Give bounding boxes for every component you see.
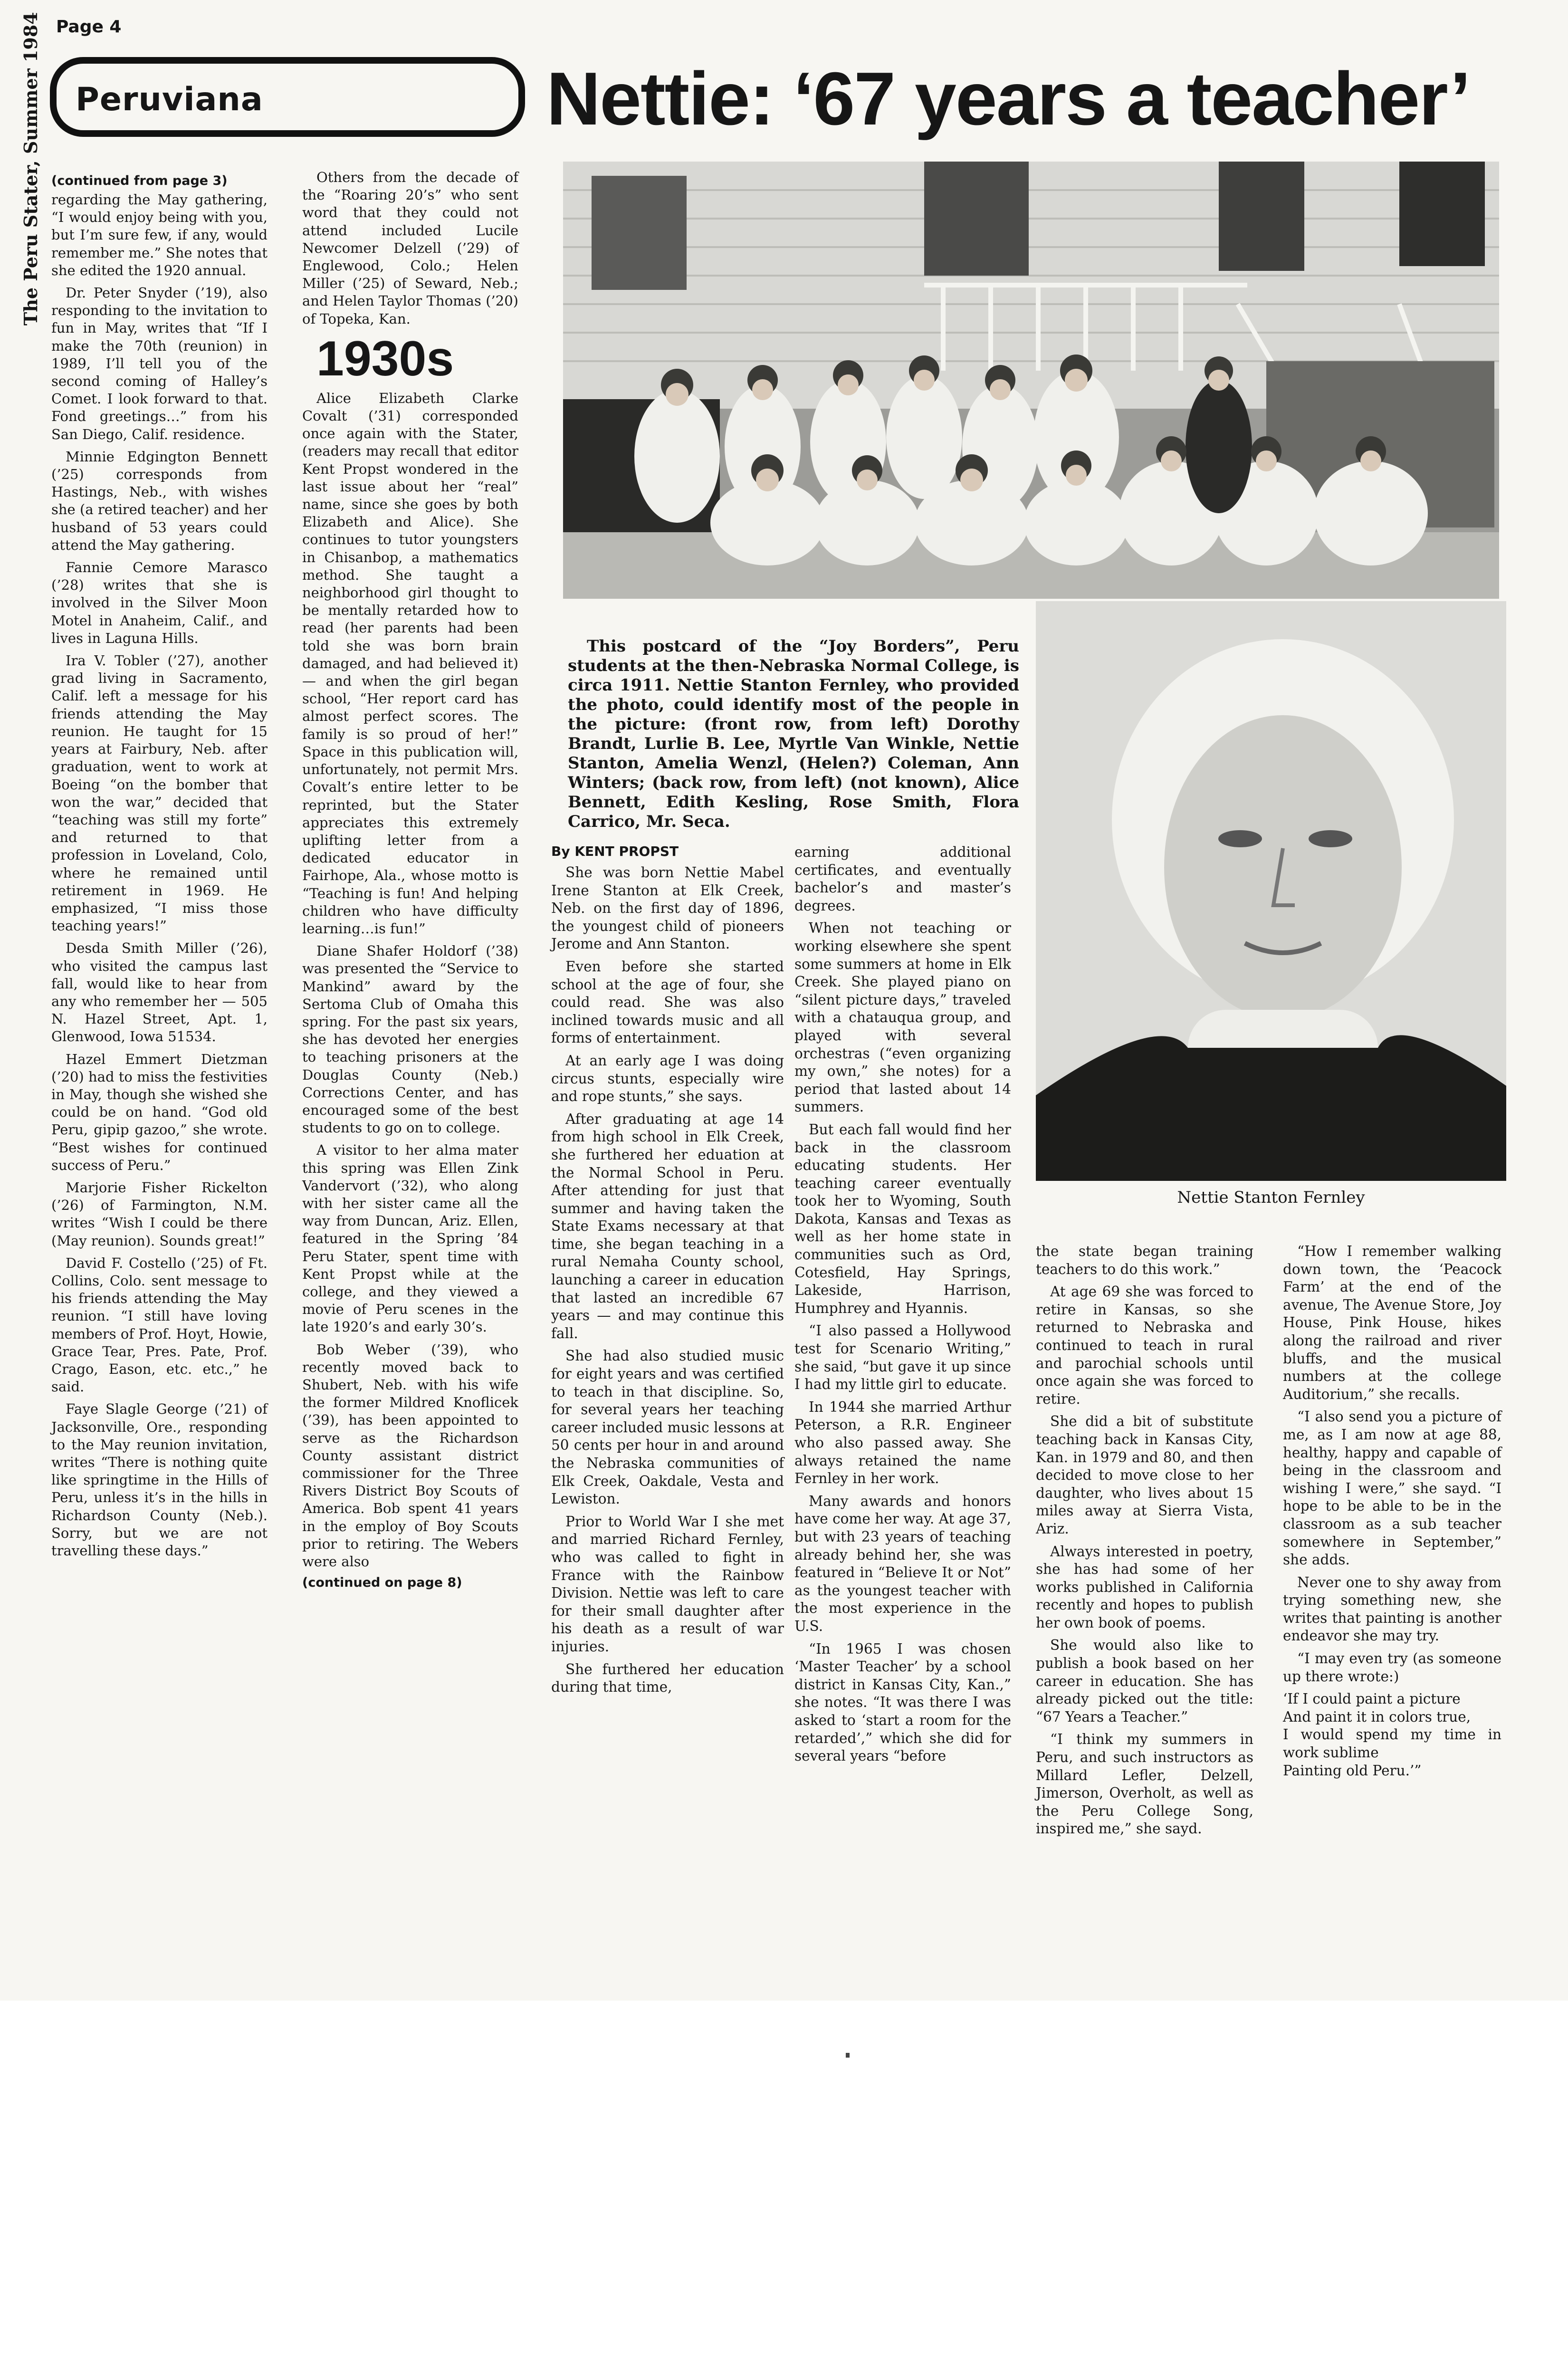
paragraph: Marjorie Fisher Rickelton (’26) of Farmington, N.M. writes “Wish I could be there (May reunion). Sounds great!” <box>51 1179 268 1249</box>
section-banner <box>50 57 525 137</box>
paragraph: Desda Smith Miller (’26), who visited the campus last fall, would like to hear from any who remember her — 505 N. Hazel Street, Apt. 1, Glenwood, Iowa 51534. <box>51 940 268 1045</box>
paragraph: “I may even try (as someone up there wrote:) <box>1283 1650 1501 1685</box>
paragraph: But each fall would find her back in the classroom educating students. Her teaching career eventually took her to Wyoming, South Dakota, Kansas and Texas as well as her home state in communities such as Ord, Cotesfield, Hay Springs, Lakeside, Harrison, Humphrey and Hyannis. <box>794 1121 1011 1316</box>
paragraph: Alice Elizabeth Clarke Covalt (’31) corresponded once again with the Stater, (readers may recall that editor Kent Propst wondered in the last issue about her “real” name, since she goes by both Elizabeth and Alice). She continues to tutor youngsters in Chisanbop, a mathematics method. She taught a neighborhood girl thought to be mentally retarded how to read (her parents had been told she was born brain damaged, and had believed it) — and when the girl began school, “Her report card has almost perfect scores. The family is so proud of her!” Space in this publication will, unfortunately, not permit Mrs. Covalt’s entire letter to be reprinted, but the Stater appreciates this extremely uplifting letter from a dedicated educator in Fairhope, Ala., whose motto is “Teaching is fun! And helping children who have difficulty learning…is fun!” <box>302 390 518 937</box>
paragraph: regarding the May gathering, “I would enjoy being with you, but I’m sure few, if any, would remember me.” She notes that she edited the 1920 annual. <box>51 192 268 278</box>
paragraph: Diane Shafer Holdorf (’38) was presented the “Service to Mankind” award by the Sertoma Club of Omaha this spring. For the past six years, she has devoted her energies to teaching prisoners at the Douglas County (Neb.) Corrections Center, and has encouraged some of the best students to go on to college. <box>302 943 518 1136</box>
section-banner-label: Peruviana <box>76 81 263 118</box>
column-2 <box>302 169 518 1595</box>
paragraph: When not teaching or working elsewhere she spent some summers at home in Elk Creek. She played piano on “silent picture days,” traveled with a chatauqua group, and played with several orchestras (“even organizing my own,” she notes) for a period that lasted about 14 summers. <box>794 920 1011 1115</box>
paragraph: Faye Slagle George (’21) of Jacksonville, Ore., responding to the May reunion invitation, writes “There is nothing quite like springtime in the Hills of Peru, unless it’s in the hills in Richardson County (Neb.). Sorry, but we are not travelling these days.” <box>51 1401 268 1559</box>
paragraph: In 1944 she married Arthur Peterson, a R.R. Engineer who also passed away. She always retained the name Fernley in her work. <box>794 1399 1011 1487</box>
paragraph: She would also like to publish a book based on her career in education. She has already picked out the title: “67 Years a Teacher.” <box>1036 1637 1253 1725</box>
paragraph: Minnie Edgington Bennett (’25) corresponds from Hastings, Neb., with wishes she (a retired teacher) and her husband of 53 years could attend the May gathering. <box>51 448 268 553</box>
poem-line: I would spend my time in work sublime <box>1283 1726 1501 1761</box>
paragraph: At an early age I was doing circus stunts, especially wire and rope stunts,” she says. <box>551 1052 784 1105</box>
column-6 <box>1283 1243 1501 1780</box>
paragraph: “In 1965 I was chosen ‘Master Teacher’ by a school district in Kansas City, Kan.,” she notes. “It was there I was asked to ‘start a room for the retarded’,” which she did for several years “before <box>794 1640 1011 1764</box>
group-photo-image <box>563 162 1499 599</box>
headline: Nettie: ‘67 years a teacher’ <box>546 57 1470 141</box>
paragraph: After graduating at age 14 from high school in Elk Creek, she furthered her eduation at the Normal School in Peru. After attending for just that summer and having taken the State Exams necessary at that time, she began teaching in a rural Nemaha County school, launching a career in education that lasted an incredible 67 years — and may continue this fall. <box>551 1111 784 1341</box>
subhead-1930s: 1930s <box>316 331 454 386</box>
paragraph: “I also send you a picture of me, as I am now at age 88, healthy, happy and capable of being in the classroom and wishing I were,” she sayd. “I hope to be able to be in the classroom as a sub teacher somewhere in September,” she adds. <box>1283 1408 1501 1568</box>
paragraph: Many awards and honors have come her way. At age 37, but with 23 years of teaching already behind her, she was featured in “Believe It or Not” as the youngest teacher with the most experience in the U.S. <box>794 1493 1011 1634</box>
continued-from: (continued from page 3) <box>51 173 228 188</box>
paragraph: Fannie Cemore Marasco (’28) writes that she is involved in the Silver Moon Motel in Anaheim, Calif., and lives in Laguna Hills. <box>51 559 268 646</box>
paragraph: Ira V. Tobler (’27), another grad living in Sacramento, Calif. left a message for his friends attending the May reunion. He taught for 15 years at Fairbury, Neb. after graduation, went to work at Boeing “on the bomber that won the war,” decided that “teaching was still my forte” and returned to that profession in Loveland, Colo, where he remained until retirement in 1969. He emphasized, “I miss those teaching years!” <box>51 652 268 934</box>
page-number: Page 4 <box>56 17 122 37</box>
paragraph: She furthered her education during that time, <box>551 1661 784 1696</box>
paragraph: “I also passed a Hollywood test for Scenario Writing,” she said, “but gave it up since I had my little girl to educate. <box>794 1322 1011 1393</box>
poem-line: Painting old Peru.’” <box>1283 1762 1422 1779</box>
paragraph: the state began training teachers to do this work.” <box>1036 1243 1253 1277</box>
paragraph: Never one to shy away from trying something new, she writes that painting is another endeavor she may try. <box>1283 1574 1501 1644</box>
group-photo-caption: This postcard of the “Joy Borders”, Peru students at the then-Nebraska Normal College, is circa 1911. Nettie Stanton Fernley, who provided the photo, could identify most of the people in the picture: (front row, from left) Dorothy Brandt, Lurlie B. Lee, Myrtle Van Winkle, Nettie Stanton, Amelia Wenzl, (Helen?) Coleman, Ann Winters; (back row, from left) (not known), Alice Bennett, Edith Kesling, Rose Smith, Flora Carrico, Mr. Seca. <box>568 637 1019 831</box>
portrait-caption: Nettie Stanton Fernley <box>1177 1188 1365 1207</box>
column-1 <box>51 173 268 1564</box>
paragraph: Bob Weber (’39), who recently moved back to Shubert, Neb. with his wife the former Mildred Knoflicek (’39), has been appointed to serve as the Richardson County assistant district commissioner for the Three Rivers District Boy Scouts of America. Bob spent 41 years in the employ of Boy Scouts prior to retiring. The Webers were also <box>302 1341 518 1570</box>
continued-on: (continued on page 8) <box>302 1575 462 1590</box>
paragraph: “How I remember walking down town, the ‘Peacock Farm’ at the end of the avenue, The Avenue Store, Joy House, Pink House, hikes along the railroad and river bluffs, and the musical numbers at the college Auditorium,” she recalls. <box>1283 1243 1501 1402</box>
portrait-image <box>1036 601 1506 1181</box>
portrait-photo <box>1036 601 1506 1181</box>
paragraph: A visitor to her alma mater this spring was Ellen Zink Vandervort (’32), who along with her sister came all the way from Duncan, Ariz. Ellen, featured in the Spring ’84 Peru Stater, spent time with Kent Propst while at the college, and they viewed a movie of Peru scenes in the late 1920’s and early 30’s. <box>302 1142 518 1335</box>
paragraph: Even before she started school at the age of four, she could read. She was also inclined towards music and all forms of entertainment. <box>551 958 784 1046</box>
byline: By KENT PROPST <box>551 843 679 859</box>
paragraph: David F. Costello (’25) of Ft. Collins, Colo. sent message to his friends attending the May reunion. “I still have loving members of Prof. Hoyt, Howie, Grace Tear, Pres. Pate, Prof. Crago, Eason, etc. etc.,” he said. <box>51 1255 268 1395</box>
paragraph: Hazel Emmert Dietzman (’20) had to miss the festivities in May, though she wished she could be on hand. “God old Peru, gipip gazoo,” she wrote. “Best wishes for continued success of Peru.” <box>51 1051 268 1173</box>
paragraph: She had also studied music for eight years and was certified to teach in that discipline. So, for several years her teaching career included music lessons at 50 cents per hour in and around the Nebraska communities of Elk Creek, Oakdale, Vesta and Lewiston. <box>551 1348 784 1507</box>
group-photo <box>563 162 1499 599</box>
paragraph: earning additional certificates, and eventually bachelor’s and master’s degrees. <box>794 844 1011 914</box>
paragraph: Always interested in poetry, she has had some of her works published in California recently and hopes to publish her own book of poems. <box>1036 1543 1253 1631</box>
paragraph: At age 69 she was forced to retire in Kansas, so she returned to Nebraska and continued to teach in rural and parochial schools until once again she was forced to retire. <box>1036 1284 1253 1407</box>
paragraph: Prior to World War I she met and married Richard Fernley, who was called to fight in France with the Rainbow Division. Nettie was left to care for their small daughter after his death as a result of war injuries. <box>551 1513 784 1655</box>
paragraph: Dr. Peter Snyder (’19), also responding to the invitation to fun in May, writes that “If I make the 70th (reunion) in 1989, I’ll tell you of the second coming of Halley’s Comet. I look forward to that. Fond greetings…” from his San Diego, Calif. residence. <box>51 285 268 442</box>
poem-line: And paint it in colors true, <box>1283 1708 1471 1725</box>
paragraph: She did a bit of substitute teaching back in Kansas City, Kan. in 1979 and 80, and then decided to move close to her daughter, who lives about 15 miles away at Sierra Vista, Ariz. <box>1036 1413 1253 1537</box>
poem-line: ‘If I could paint a picture <box>1283 1691 1461 1707</box>
column-4 <box>794 843 1011 1770</box>
paragraph: Others from the decade of the “Roaring 20’s” who sent word that they could not attend included Lucile Newcomer Delzell (’29) of Englewood, Colo.; Helen Miller (’25) of Seward, Neb.; and Helen Taylor Thomas (’20) of Topeka, Kan. <box>302 169 518 327</box>
publication-line-container <box>16 12 45 326</box>
column-3 <box>551 843 784 1701</box>
paragraph: “I think my summers in Peru, and such instructors as Millard Lefler, Delzell, Jimerson, Overholt, as well as the Peru College Song, inspired me,” she sayd. <box>1036 1731 1253 1837</box>
scan-speck <box>846 2053 850 2058</box>
column-5 <box>1036 1243 1253 1843</box>
blank-lower-area <box>0 2001 1568 2376</box>
publication-line: The Peru Stater, Summer 1984 <box>20 12 41 326</box>
paragraph: She was born Nettie Mabel Irene Stanton at Elk Creek, Neb. on the first day of 1896, the youngest child of pioneers Jerome and Ann Stanton. <box>551 864 784 952</box>
